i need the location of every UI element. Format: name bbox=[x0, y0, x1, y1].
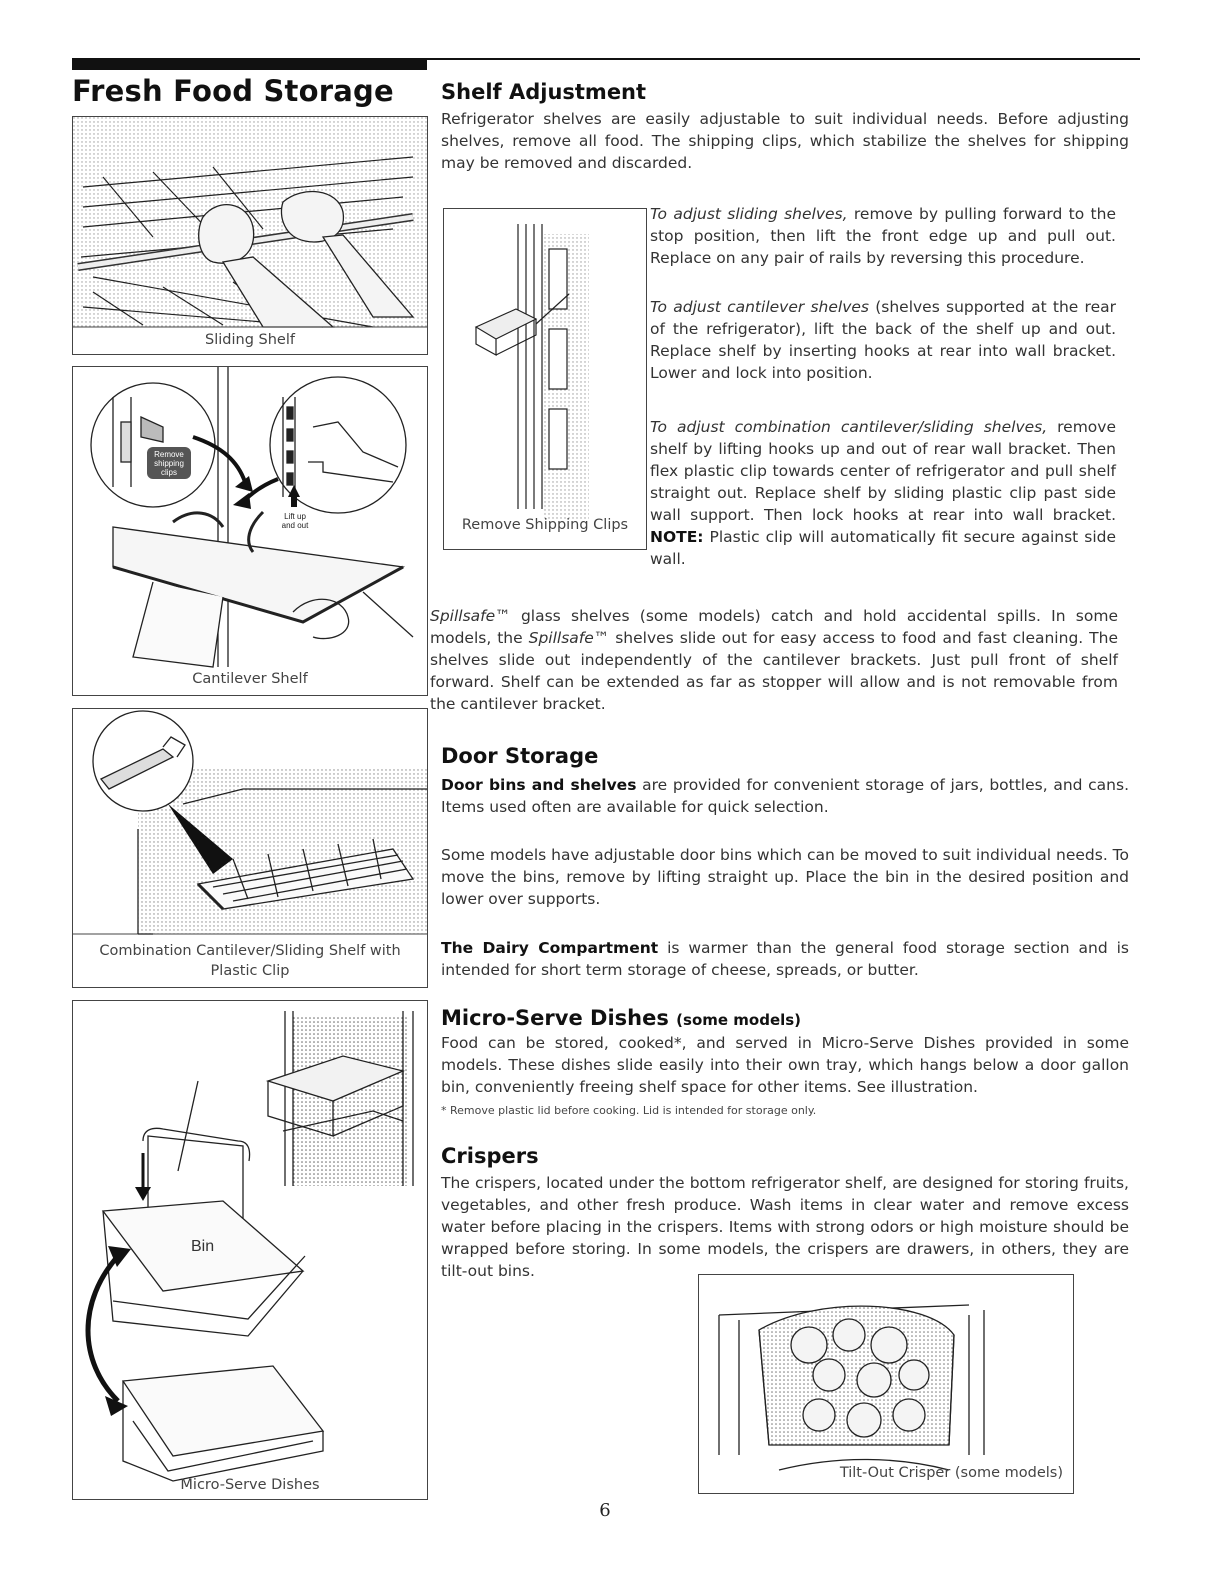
micro-serve-suffix: (some models) bbox=[676, 1011, 802, 1029]
dairy-paragraph bbox=[441, 937, 1129, 981]
callout-shipping: shipping bbox=[154, 459, 184, 468]
caption-tilt-out-crisper: Tilt-Out Crisper (some models) bbox=[839, 1465, 1063, 1481]
figure-remove-shipping-clips bbox=[443, 208, 647, 550]
remove-clips-illustration bbox=[444, 209, 646, 549]
callout-remove: Remove bbox=[154, 450, 184, 459]
caption-combination-line2: Plastic Clip bbox=[210, 963, 290, 979]
spillsafe-text-1: glass shelves (some models) catch and hold accidental spills. In some models, the bbox=[430, 607, 1118, 647]
caption-cantilever-shelf: Cantilever Shelf bbox=[192, 671, 308, 687]
tilt-out-crisper-illustration bbox=[699, 1275, 1073, 1493]
spillsafe-text-2: shelves slide out for easy access to food and fast cleaning. The shelves slide out independently of the cantilever brackets. Just pull front of shelf forward. Shelf can be extended as far as stopper will allow and is not removable from the cantilever bracket. bbox=[430, 629, 1118, 713]
note-text: Plastic clip will automatically fit secure against side wall. bbox=[650, 528, 1116, 568]
figure-sliding-shelf bbox=[72, 116, 428, 355]
sliding-shelves-lead: To adjust sliding shelves, bbox=[650, 205, 848, 223]
door-bins-lead: Door bins and shelves bbox=[441, 776, 637, 794]
callout-and-out: and out bbox=[281, 521, 309, 530]
dairy-lead: The Dairy Compartment bbox=[441, 939, 659, 957]
spillsafe-brand-2: Spillsafe™ bbox=[528, 629, 610, 647]
combination-shelves-paragraph bbox=[650, 416, 1116, 570]
spillsafe-paragraph bbox=[430, 605, 1118, 715]
figure-tilt-out-crisper bbox=[698, 1274, 1074, 1494]
heading-micro-serve bbox=[441, 1006, 801, 1030]
micro-serve-illustration bbox=[73, 1001, 427, 1499]
callout-clips: clips bbox=[160, 468, 178, 477]
figure-combination-shelf bbox=[72, 708, 428, 988]
sliding-shelves-text: remove by pulling forward to the stop position, then lift the front edge up and pull out. Replace on any pair of rails by reversing this procedure. bbox=[650, 205, 1116, 267]
adjustable-bins-paragraph: Some models have adjustable door bins which can be moved to suit individual needs. To move the bins, remove by lifting straight up. Place the bin in the desired position and lower over supports. bbox=[441, 846, 1129, 908]
header-rule-thick bbox=[72, 58, 427, 70]
sliding-shelves-paragraph bbox=[650, 203, 1116, 269]
page-title: Fresh Food Storage bbox=[72, 74, 394, 108]
header-rule-thin bbox=[427, 58, 1140, 60]
micro-serve-paragraph: Food can be stored, cooked*, and served in Micro-Serve Dishes provided in some models. These dishes slide easily into their own tray, which hangs below a door gallon bin, conveniently freeing shelf space for other items. See illustration. bbox=[441, 1034, 1129, 1096]
combination-shelves-text: remove shelf by lifting hooks up and out of rear wall bracket. Then flex plastic clip towards center of refrigerator and pull shelf straight out. Replace shelf by sliding plastic clip past side wall support. Then lock hooks at rear into wall bracket. bbox=[650, 418, 1116, 524]
cantilever-shelves-paragraph bbox=[650, 296, 1116, 384]
heading-shelf-adjustment: Shelf Adjustment bbox=[441, 80, 647, 104]
spillsafe-brand: Spillsafe™ bbox=[430, 607, 511, 625]
door-bins-text: are provided for convenient storage of jars, bottles, and cans. Items used often are available for quick selection. bbox=[441, 776, 1129, 816]
cantilever-shelves-lead: To adjust cantilever shelves bbox=[650, 298, 869, 316]
dairy-text: is warmer than the general food storage section and is intended for short term storage of cheese, spreads, or butter. bbox=[441, 939, 1129, 979]
door-bins-paragraph bbox=[441, 774, 1129, 818]
caption-remove-shipping-clips: Remove Shipping Clips bbox=[461, 517, 629, 533]
caption-combination-line1: Combination Cantilever/Sliding Shelf with bbox=[99, 943, 401, 959]
figure-cantilever-shelf bbox=[72, 366, 428, 696]
caption-micro-serve: Micro-Serve Dishes bbox=[180, 1477, 320, 1493]
cantilever-shelves-text: (shelves supported at the rear of the refrigerator), lift the back of the shelf up and out. Replace shelf by inserting hooks at rear into wall bracket. Lower and lock into position. bbox=[650, 298, 1117, 382]
heading-crispers: Crispers bbox=[441, 1144, 539, 1168]
micro-serve-title: Micro-Serve Dishes bbox=[441, 1006, 669, 1030]
shelf-adjustment-intro: Refrigerator shelves are easily adjustable to suit individual needs. Before adjusting shelves, remove all food. The shipping clips, which stabilize the shelves for shipping may be removed and discarded. bbox=[441, 110, 1129, 172]
combination-shelves-lead: To adjust combination cantilever/sliding shelves, bbox=[650, 418, 1048, 436]
page-number: 6 bbox=[599, 1500, 611, 1521]
figure-micro-serve-dishes bbox=[72, 1000, 428, 1500]
crispers-paragraph: The crispers, located under the bottom refrigerator shelf, are designed for storing fruits, vegetables, and other fresh produce. Wash items in clear water and remove excess water before placing in the crispers. Items with strong odors or high moisture should be wrapped before storing. In some models, the crispers are drawers, in others, they are tilt-out bins. bbox=[441, 1174, 1129, 1280]
heading-door-storage: Door Storage bbox=[441, 744, 599, 768]
cantilever-shelf-illustration bbox=[73, 367, 427, 695]
caption-sliding-shelf: Sliding Shelf bbox=[205, 332, 295, 348]
callout-lift-up: Lift up bbox=[284, 512, 306, 521]
note-label: NOTE: bbox=[650, 528, 704, 546]
sliding-shelf-illustration bbox=[73, 117, 427, 354]
micro-serve-footnote: * Remove plastic lid before cooking. Lid is intended for storage only. bbox=[441, 1104, 817, 1117]
label-bin: Bin bbox=[191, 1238, 215, 1255]
